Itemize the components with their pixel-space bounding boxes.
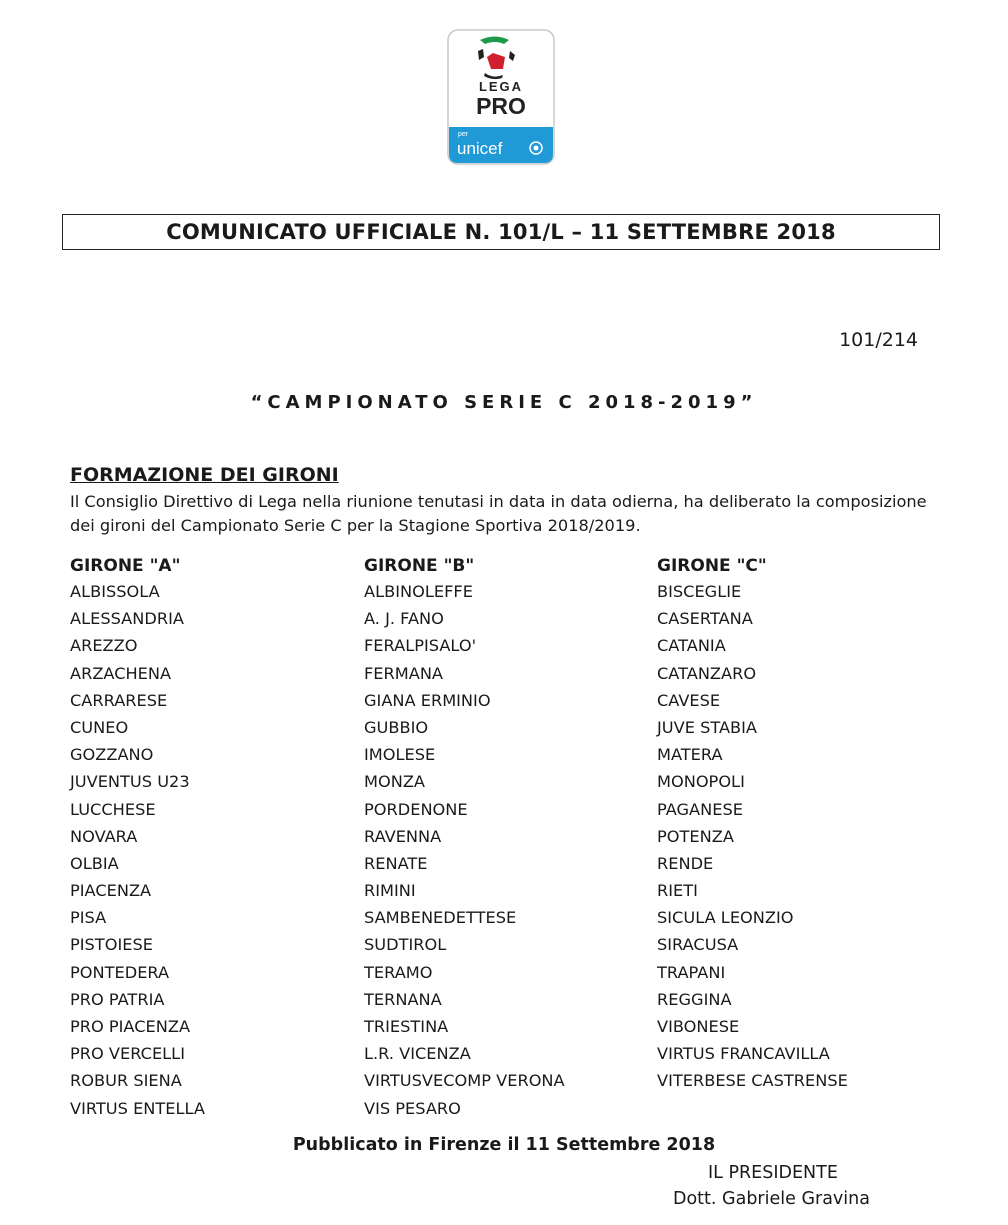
- team-name: PISA: [70, 908, 107, 928]
- team-name: OLBIA: [70, 853, 119, 873]
- team-name: MATERA: [657, 745, 723, 765]
- team-name: RAVENNA: [364, 826, 442, 846]
- group-c-title: GIRONE "C": [657, 556, 767, 576]
- section-title: FORMAZIONE DEI GIRONI: [70, 464, 339, 486]
- group-b-column: [364, 554, 565, 1122]
- team-name: GOZZANO: [70, 745, 154, 765]
- team-name: PAGANESE: [657, 799, 743, 819]
- team-name: BISCEGLIE: [657, 582, 742, 601]
- group-b-team-list: [364, 578, 565, 1122]
- team-name: TRAPANI: [657, 962, 726, 982]
- team-name: A. J. FANO: [364, 609, 444, 629]
- team-name: RIMINI: [364, 881, 416, 901]
- team-name: SUDTIROL: [364, 935, 447, 955]
- logo-text-pro: PRO: [476, 93, 526, 119]
- team-name: MONZA: [364, 772, 425, 792]
- team-name: TRIESTINA: [364, 1017, 449, 1036]
- page-number: 101/214: [839, 329, 918, 351]
- team-name: PIACENZA: [70, 881, 152, 901]
- team-name: PRO PIACENZA: [70, 1017, 191, 1036]
- team-name: VIRTUS FRANCAVILLA: [657, 1044, 830, 1064]
- team-name: ARZACHENA: [70, 663, 172, 683]
- lega-pro-logo-graphic: [447, 29, 555, 165]
- header-title: COMUNICATO UFFICIALE N. 101/L – 11 SETTEMBRE 2018: [166, 220, 836, 244]
- intro-line: Il Consiglio Direttivo di Lega nella riunione tenutasi in data in data odierna, ha deliberato la composizione: [70, 492, 927, 511]
- team-name: SICULA LEONZIO: [657, 908, 794, 928]
- team-name: PRO VERCELLI: [70, 1044, 185, 1064]
- team-name: CASERTANA: [657, 609, 753, 629]
- team-name: PONTEDERA: [70, 962, 170, 982]
- team-name: FERMANA: [364, 663, 444, 683]
- team-name: ROBUR SIENA: [70, 1071, 182, 1091]
- team-name: VIRTUSVECOMP VERONA: [364, 1071, 565, 1091]
- lega-pro-logo: [447, 29, 555, 165]
- team-name: PRO PATRIA: [70, 989, 165, 1009]
- team-name: POTENZA: [657, 826, 734, 846]
- team-name: CARRARESE: [70, 690, 168, 710]
- team-name: SIRACUSA: [657, 935, 739, 955]
- publication-note: Pubblicato in Firenze il 11 Settembre 2018: [292, 1135, 716, 1155]
- championship-title: “CAMPIONATO SERIE C 2018-2019”: [250, 392, 758, 413]
- logo-text-lega: LEGA: [478, 79, 524, 94]
- team-name: JUVE STABIA: [657, 717, 758, 737]
- team-name: GUBBIO: [364, 717, 429, 737]
- team-name: VITERBESE CASTRENSE: [657, 1071, 848, 1091]
- team-name: IMOLESE: [364, 745, 436, 765]
- team-name: JUVENTUS U23: [70, 772, 190, 792]
- team-name: VIS PESARO: [364, 1098, 461, 1118]
- group-c-team-list: [657, 578, 848, 1095]
- logo-text-per: per: [458, 131, 469, 138]
- intro-paragraph: [70, 490, 950, 538]
- team-name: TERNANA: [364, 989, 442, 1009]
- team-name: NOVARA: [70, 826, 138, 846]
- team-name: AREZZO: [70, 636, 138, 656]
- team-name: RENATE: [364, 853, 428, 873]
- team-name: VIRTUS ENTELLA: [70, 1098, 206, 1118]
- team-name: CATANIA: [657, 636, 726, 656]
- group-b-title: GIRONE "B": [364, 556, 475, 576]
- group-c-column: [657, 554, 848, 1095]
- team-name: CUNEO: [70, 717, 129, 737]
- group-a-column: [70, 554, 205, 1122]
- official-communication-header: [62, 214, 940, 250]
- team-name: SAMBENEDETTESE: [364, 908, 517, 928]
- team-name: CAVESE: [657, 690, 721, 710]
- team-name: REGGINA: [657, 989, 732, 1009]
- team-name: LUCCHESE: [70, 799, 156, 819]
- group-a-title: GIRONE "A": [70, 556, 181, 576]
- team-name: ALESSANDRIA: [70, 609, 184, 629]
- team-name: PORDENONE: [364, 799, 468, 819]
- team-name: VIBONESE: [657, 1017, 740, 1036]
- group-a-team-list: [70, 578, 205, 1122]
- team-name: GIANA ERMINIO: [364, 690, 491, 710]
- team-name: TERAMO: [364, 962, 433, 982]
- president-name: Dott. Gabriele Gravina: [673, 1189, 870, 1209]
- intro-line: dei gironi del Campionato Serie C per la Stagione Sportiva 2018/2019.: [70, 516, 641, 535]
- logo-text-unicef: unicef: [457, 139, 503, 158]
- team-name: RIETI: [657, 881, 698, 901]
- team-name: FERALPISALO': [364, 636, 477, 656]
- team-name: CATANZARO: [657, 663, 757, 683]
- team-name: ALBINOLEFFE: [364, 582, 473, 601]
- team-name: ALBISSOLA: [70, 582, 160, 601]
- team-name: RENDE: [657, 853, 714, 873]
- president-title: IL PRESIDENTE: [708, 1163, 838, 1183]
- team-name: PISTOIESE: [70, 935, 153, 955]
- team-name: MONOPOLI: [657, 772, 745, 792]
- team-name: L.R. VICENZA: [364, 1044, 471, 1064]
